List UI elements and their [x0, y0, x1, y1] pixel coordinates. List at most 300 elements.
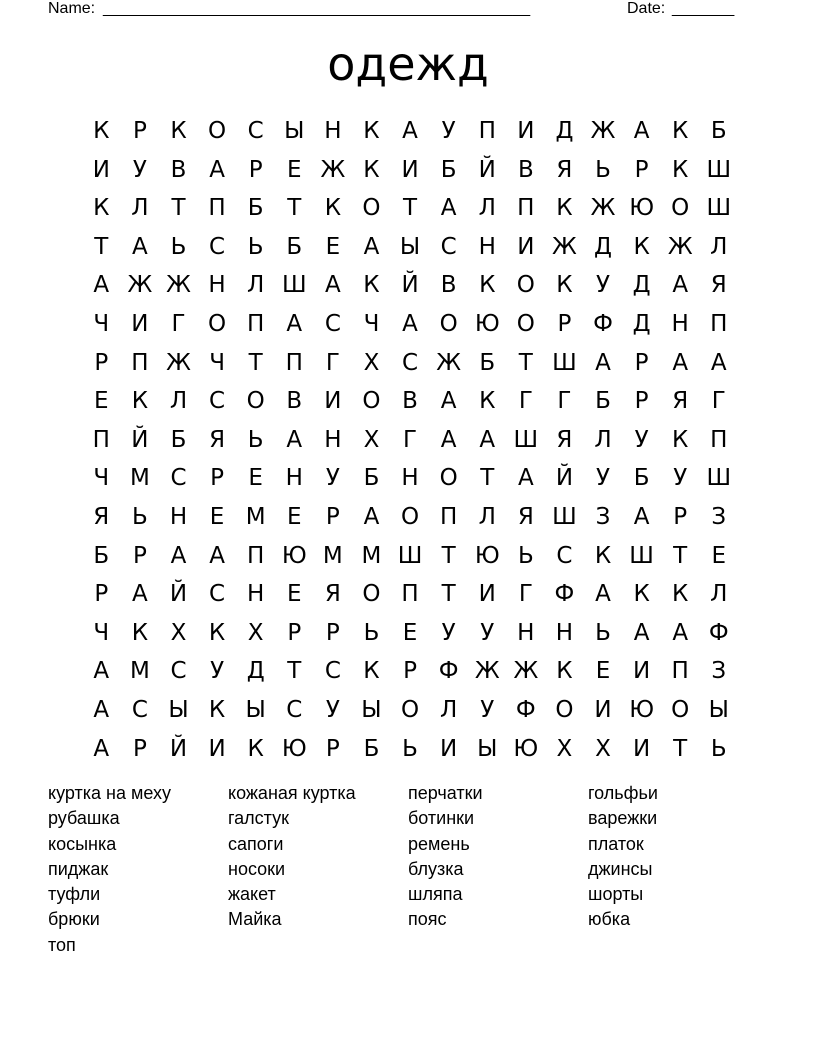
grid-cell: С — [402, 349, 419, 376]
grid-cell: К — [363, 118, 380, 144]
grid-cell: Ф — [708, 619, 729, 646]
grid-cell: Ю — [281, 542, 307, 569]
grid-cell: Ч — [93, 465, 110, 492]
grid-cell: К — [93, 118, 110, 144]
grid-cell: И — [478, 581, 496, 608]
header — [48, 0, 748, 20]
grid-cell: А — [595, 581, 611, 608]
grid-cell: Т — [94, 233, 109, 260]
grid-cell: Ш — [397, 542, 423, 569]
grid-cell: В — [286, 388, 303, 415]
grid-cell: У — [325, 696, 340, 723]
grid-cell: У — [596, 465, 611, 492]
grid-cell: Е — [94, 388, 109, 415]
grid-cell: Ш — [706, 156, 732, 183]
grid-cell: Т — [287, 658, 302, 685]
word-list-item: рубашка — [48, 808, 120, 829]
grid-cell: Ф — [593, 310, 613, 337]
grid-cell: И — [131, 310, 149, 337]
grid-cell: О — [208, 310, 227, 337]
grid-cell: У — [480, 696, 495, 723]
grid-cell: П — [710, 426, 728, 453]
grid-cell: С — [324, 658, 341, 685]
grid-cell: К — [93, 195, 110, 222]
grid-cell: Ы — [708, 696, 729, 723]
grid-cell: У — [596, 272, 611, 299]
grid-cell: У — [441, 118, 456, 144]
grid-cell: К — [594, 542, 612, 569]
grid-cell: Я — [517, 503, 534, 530]
grid-cell: И — [633, 658, 651, 685]
grid-cell: Т — [287, 195, 302, 222]
grid-cell: Л — [247, 272, 265, 299]
grid-cell: М — [129, 658, 150, 685]
grid-cell: Л — [478, 503, 496, 530]
grid-cell: А — [633, 118, 650, 144]
grid-cell: Ь — [247, 426, 264, 453]
grid-cell: Н — [517, 619, 535, 646]
grid-cell: А — [710, 349, 727, 376]
grid-cell: А — [517, 465, 534, 492]
grid-cell: С — [209, 581, 226, 608]
grid-cell: А — [132, 581, 148, 608]
date-label: Date: — [627, 0, 666, 17]
grid-cell: Б — [247, 195, 264, 222]
grid-cell: Ы — [284, 118, 305, 144]
grid-cell: Р — [132, 118, 147, 144]
grid-cell: Б — [710, 118, 727, 144]
grid-cell: Р — [325, 735, 340, 762]
grid-cell: О — [671, 195, 690, 222]
grid-cell: К — [672, 581, 689, 608]
grid-cell: О — [208, 118, 227, 144]
grid-cell: П — [478, 118, 496, 144]
grid-cell: Ш — [281, 272, 307, 299]
grid-cell: Л — [710, 581, 728, 608]
grid-cell: Ь — [595, 156, 611, 183]
grid-cell: П — [439, 503, 458, 530]
grid-cell: А — [132, 233, 148, 260]
grid-cell: У — [673, 465, 688, 492]
grid-cell: К — [131, 388, 149, 415]
grid-cell: П — [247, 542, 265, 569]
grid-cell: Ж — [320, 156, 346, 183]
grid-cell: Р — [132, 735, 147, 762]
grid-cell: Х — [556, 735, 573, 762]
grid-cell: А — [93, 658, 110, 685]
grid-cell: Ь — [247, 233, 264, 260]
word-list-item: шляпа — [408, 884, 463, 905]
grid-cell: А — [633, 503, 650, 530]
grid-cell: У — [325, 465, 340, 492]
grid-cell: О — [362, 581, 381, 608]
grid-cell: П — [517, 195, 535, 222]
grid-cell: З — [711, 503, 727, 530]
grid-cell: Ш — [629, 542, 654, 569]
grid-cell: С — [556, 542, 573, 569]
grid-cell: С — [209, 388, 226, 415]
grid-cell: И — [92, 156, 110, 183]
grid-cell: Г — [557, 388, 572, 415]
grid-cell: Ь — [132, 503, 148, 530]
word-list — [48, 781, 768, 958]
grid-cell: Б — [633, 465, 650, 492]
grid-cell: Ш — [552, 349, 577, 376]
grid-cell: К — [208, 619, 226, 646]
grid-cell: А — [672, 349, 689, 376]
grid-cell: И — [633, 735, 651, 762]
grid-cell: П — [92, 426, 110, 453]
grid-cell: Ш — [706, 195, 732, 222]
grid-cell: О — [400, 696, 420, 723]
grid-cell: Т — [441, 581, 456, 608]
word-list-item: Майка — [228, 909, 282, 930]
grid-cell: К — [556, 272, 573, 299]
grid-cell: Н — [285, 465, 303, 492]
grid-cell: А — [595, 349, 611, 376]
grid-cell: В — [440, 272, 457, 299]
grid-cell: Н — [555, 619, 574, 646]
grid-cell: Т — [441, 542, 456, 569]
grid-cell: П — [247, 310, 265, 337]
grid-cell: Ж — [590, 195, 616, 222]
grid-cell: О — [516, 272, 535, 299]
grid-cell: Н — [324, 426, 342, 453]
grid-cell: Е — [711, 542, 727, 569]
grid-cell: Р — [287, 619, 302, 646]
grid-cell: Ь — [170, 233, 187, 260]
word-list-item: шорты — [588, 884, 644, 905]
grid-cell: Ч — [93, 619, 110, 646]
grid-cell: Т — [518, 349, 533, 376]
grid-cell: Ы — [477, 735, 498, 762]
grid-cell: Н — [169, 503, 188, 530]
word-list-item: брюки — [48, 909, 100, 930]
grid-cell: М — [361, 542, 382, 569]
grid-cell: К — [324, 195, 342, 222]
grid-cell: Я — [710, 272, 727, 299]
grid-cell: В — [170, 156, 187, 183]
grid-cell: И — [401, 156, 419, 183]
grid-cell: А — [93, 696, 110, 723]
grid-cell: Ж — [127, 272, 153, 299]
grid-cell: Р — [248, 156, 263, 183]
grid-cell: Б — [363, 735, 380, 762]
grid-cell: А — [440, 388, 457, 415]
grid-cell: П — [285, 349, 303, 376]
word-list-item: джинсы — [588, 858, 653, 879]
grid-cell: О — [671, 696, 690, 723]
grid-cell: Л — [131, 195, 149, 222]
grid-cell: А — [363, 233, 380, 260]
grid-cell: М — [245, 503, 266, 530]
grid-cell: К — [672, 156, 689, 183]
grid-cell: Ф — [554, 581, 575, 608]
grid-cell: З — [595, 503, 611, 530]
grid-cell: Б — [170, 426, 187, 453]
grid-cell: Я — [556, 156, 573, 183]
grid-cell: К — [633, 233, 650, 260]
grid-cell: С — [286, 696, 303, 723]
grid-cell: Д — [246, 658, 265, 685]
grid-cell: Ы — [168, 696, 189, 723]
grid-cell: К — [633, 581, 650, 608]
grid-cell: Ю — [629, 696, 655, 723]
grid-cell: К — [131, 619, 149, 646]
word-list-item: перчатки — [408, 783, 483, 803]
grid-cell: Р — [557, 310, 572, 337]
grid-cell: Й — [478, 156, 496, 183]
grid-cell: А — [479, 426, 496, 453]
grid-cell: О — [439, 310, 458, 337]
grid-cell: Е — [286, 156, 302, 183]
grid-cell: Р — [673, 503, 688, 530]
grid-cell: П — [671, 658, 689, 685]
word-list-item: кожаная куртка — [228, 783, 356, 803]
grid-cell: А — [93, 735, 110, 762]
grid-cell: К — [672, 118, 689, 144]
grid-cell: А — [440, 426, 457, 453]
grid-cell: Л — [439, 696, 458, 723]
grid-cell: Ю — [474, 542, 500, 569]
grid-cell: И — [594, 696, 612, 723]
grid-cell: Е — [402, 619, 418, 646]
grid-cell: Й — [169, 735, 188, 762]
grid-cell: Е — [248, 465, 263, 492]
grid-cell: Ю — [474, 310, 500, 337]
grid-cell: З — [711, 658, 727, 685]
word-list-item: жакет — [228, 884, 276, 905]
grid-cell: Л — [710, 233, 728, 260]
grid-cell: В — [517, 156, 534, 183]
word-list-item: галстук — [228, 808, 290, 829]
letter-grid — [82, 112, 738, 768]
grid-cell: Р — [325, 503, 340, 530]
grid-cell: М — [322, 542, 343, 569]
grid-cell: Й — [169, 581, 188, 608]
grid-cell: А — [209, 156, 225, 183]
grid-cell: К — [363, 658, 380, 685]
grid-cell: К — [363, 272, 380, 299]
grid-cell: Н — [208, 272, 226, 299]
grid-cell: А — [170, 542, 187, 569]
word-list-item: гольфьи — [588, 783, 658, 803]
grid-cell: Б — [479, 349, 496, 376]
grid-cell: Ч — [93, 310, 110, 337]
grid-cell: Г — [403, 426, 418, 453]
grid-cell: Е — [595, 658, 611, 685]
word-list-item: туфли — [48, 884, 101, 905]
grid-cell: А — [93, 272, 110, 299]
grid-cell: Х — [170, 619, 187, 646]
grid-cell: К — [363, 156, 380, 183]
grid-cell: А — [286, 310, 303, 337]
grid-cell: Ж — [590, 118, 616, 144]
date-line: _______ — [672, 0, 735, 17]
grid-cell: О — [439, 465, 458, 492]
grid-cell: О — [246, 388, 265, 415]
grid-cell: Ь — [595, 619, 611, 646]
grid-cell: У — [634, 426, 649, 453]
grid-cell: Л — [594, 426, 612, 453]
grid-cell: Ж — [552, 233, 577, 260]
grid-cell: Т — [403, 195, 418, 222]
name-label: Name: — [48, 0, 96, 17]
grid-cell: У — [480, 619, 495, 646]
grid-cell: А — [440, 195, 457, 222]
grid-cell: О — [362, 388, 381, 415]
grid-cell: К — [170, 118, 187, 144]
grid-cell: Р — [94, 349, 109, 376]
grid-cell: Т — [171, 195, 186, 222]
grid-cell: Б — [93, 542, 110, 569]
grid-cell: С — [131, 696, 148, 723]
grid-cell: Я — [672, 388, 689, 415]
grid-cell: Ш — [552, 503, 577, 530]
word-list-item: пояс — [408, 909, 447, 930]
grid-cell: Ж — [166, 349, 191, 376]
grid-cell: Р — [132, 542, 147, 569]
word-list-item: сапоги — [228, 833, 284, 854]
grid-cell: Р — [325, 619, 340, 646]
grid-cell: Ю — [513, 735, 539, 762]
word-list-item: косынка — [48, 833, 117, 854]
grid-cell: Е — [286, 581, 302, 608]
word-list-item: пиджак — [48, 858, 109, 879]
name-line: ________________________________________________ — [103, 0, 531, 17]
grid-cell: Я — [556, 426, 573, 453]
grid-cell: И — [440, 735, 458, 762]
grid-cell: Н — [247, 581, 265, 608]
grid-cell: Г — [711, 388, 726, 415]
grid-cell: С — [247, 118, 264, 144]
grid-cell: Н — [401, 465, 419, 492]
grid-cell: О — [400, 503, 420, 530]
grid-cell: К — [556, 195, 573, 222]
grid-cell: Х — [363, 349, 380, 376]
grid-cell: А — [363, 503, 380, 530]
grid-cell: Г — [518, 388, 533, 415]
grid-cell: Г — [325, 349, 340, 376]
grid-cell: Р — [634, 349, 649, 376]
word-list-item: платок — [588, 833, 644, 854]
grid-cell: Д — [632, 310, 651, 337]
grid-cell: Х — [595, 735, 611, 762]
grid-cell: Ю — [629, 195, 655, 222]
grid-cell: О — [555, 696, 574, 723]
grid-cell: Т — [673, 542, 688, 569]
grid-cell: Т — [480, 465, 495, 492]
grid-cell: К — [672, 426, 689, 453]
grid-cell: С — [209, 233, 226, 260]
grid-cell: Ф — [515, 696, 536, 723]
page-title: одежд — [327, 37, 489, 91]
grid-cell: Й — [555, 465, 574, 492]
grid-cell: Ы — [245, 696, 266, 723]
grid-cell: Х — [247, 619, 264, 646]
grid-cell: Ь — [363, 619, 380, 646]
grid-cell: А — [672, 619, 689, 646]
grid-cell: Г — [171, 310, 186, 337]
grid-cell: Б — [440, 156, 457, 183]
grid-cell: Н — [324, 118, 342, 144]
grid-cell: Б — [363, 465, 380, 492]
grid-cell: Я — [324, 581, 341, 608]
grid-cell: А — [672, 272, 689, 299]
grid-cell: Й — [401, 272, 419, 299]
grid-cell: У — [441, 619, 456, 646]
grid-cell: Д — [632, 272, 651, 299]
grid-cell: А — [286, 426, 303, 453]
grid-cell: Х — [363, 426, 380, 453]
word-list-item: ремень — [408, 833, 470, 854]
grid-cell: Ж — [667, 233, 693, 260]
word-list-item: юбка — [588, 909, 631, 930]
grid-cell: Ю — [281, 735, 307, 762]
word-list-item: варежки — [588, 808, 658, 829]
word-list-item: блузка — [408, 858, 464, 879]
grid-cell: Ь — [402, 735, 418, 762]
grid-cell: Ж — [513, 658, 539, 685]
grid-cell: Л — [478, 195, 496, 222]
grid-cell: С — [170, 658, 187, 685]
grid-cell: Ш — [513, 426, 539, 453]
grid-cell: Ч — [209, 349, 225, 376]
grid-cell: К — [247, 735, 264, 762]
grid-cell: К — [556, 658, 573, 685]
grid-cell: Д — [555, 118, 574, 144]
grid-cell: О — [362, 195, 381, 222]
grid-cell: Т — [248, 349, 263, 376]
grid-cell: К — [208, 696, 226, 723]
grid-cell: Ж — [166, 272, 191, 299]
grid-cell: Р — [634, 388, 649, 415]
grid-cell: Я — [93, 503, 110, 530]
grid-cell: С — [170, 465, 187, 492]
grid-cell: Н — [671, 310, 689, 337]
word-list-item: носоки — [228, 858, 286, 879]
grid-cell: Ж — [436, 349, 462, 376]
grid-cell: Б — [286, 233, 303, 260]
grid-cell: Ь — [710, 735, 727, 762]
grid-cell: Л — [169, 388, 188, 415]
grid-cell: Е — [286, 503, 302, 530]
grid-cell: О — [516, 310, 535, 337]
grid-cell: Ы — [361, 696, 382, 723]
grid-cell: А — [324, 272, 341, 299]
grid-cell: Д — [594, 233, 612, 260]
word-list-item: ботинки — [408, 808, 475, 829]
grid-cell: Я — [209, 426, 226, 453]
grid-cell: Б — [595, 388, 611, 415]
grid-cell: А — [402, 310, 418, 337]
grid-cell: М — [129, 465, 150, 492]
grid-cell: П — [208, 195, 226, 222]
grid-cell: Ш — [706, 465, 732, 492]
grid-cell: Р — [403, 658, 417, 685]
grid-cell: П — [710, 310, 728, 337]
word-list-item: топ — [48, 934, 76, 955]
grid-cell: П — [131, 349, 149, 376]
grid-cell: Е — [325, 233, 341, 260]
grid-cell: К — [479, 388, 496, 415]
word-list-item: куртка на меху — [48, 783, 171, 803]
grid-cell: И — [324, 388, 342, 415]
grid-cell: Ж — [474, 658, 500, 685]
grid-cell: А — [402, 118, 418, 144]
grid-cell: Ф — [438, 658, 459, 685]
grid-cell: К — [479, 272, 496, 299]
